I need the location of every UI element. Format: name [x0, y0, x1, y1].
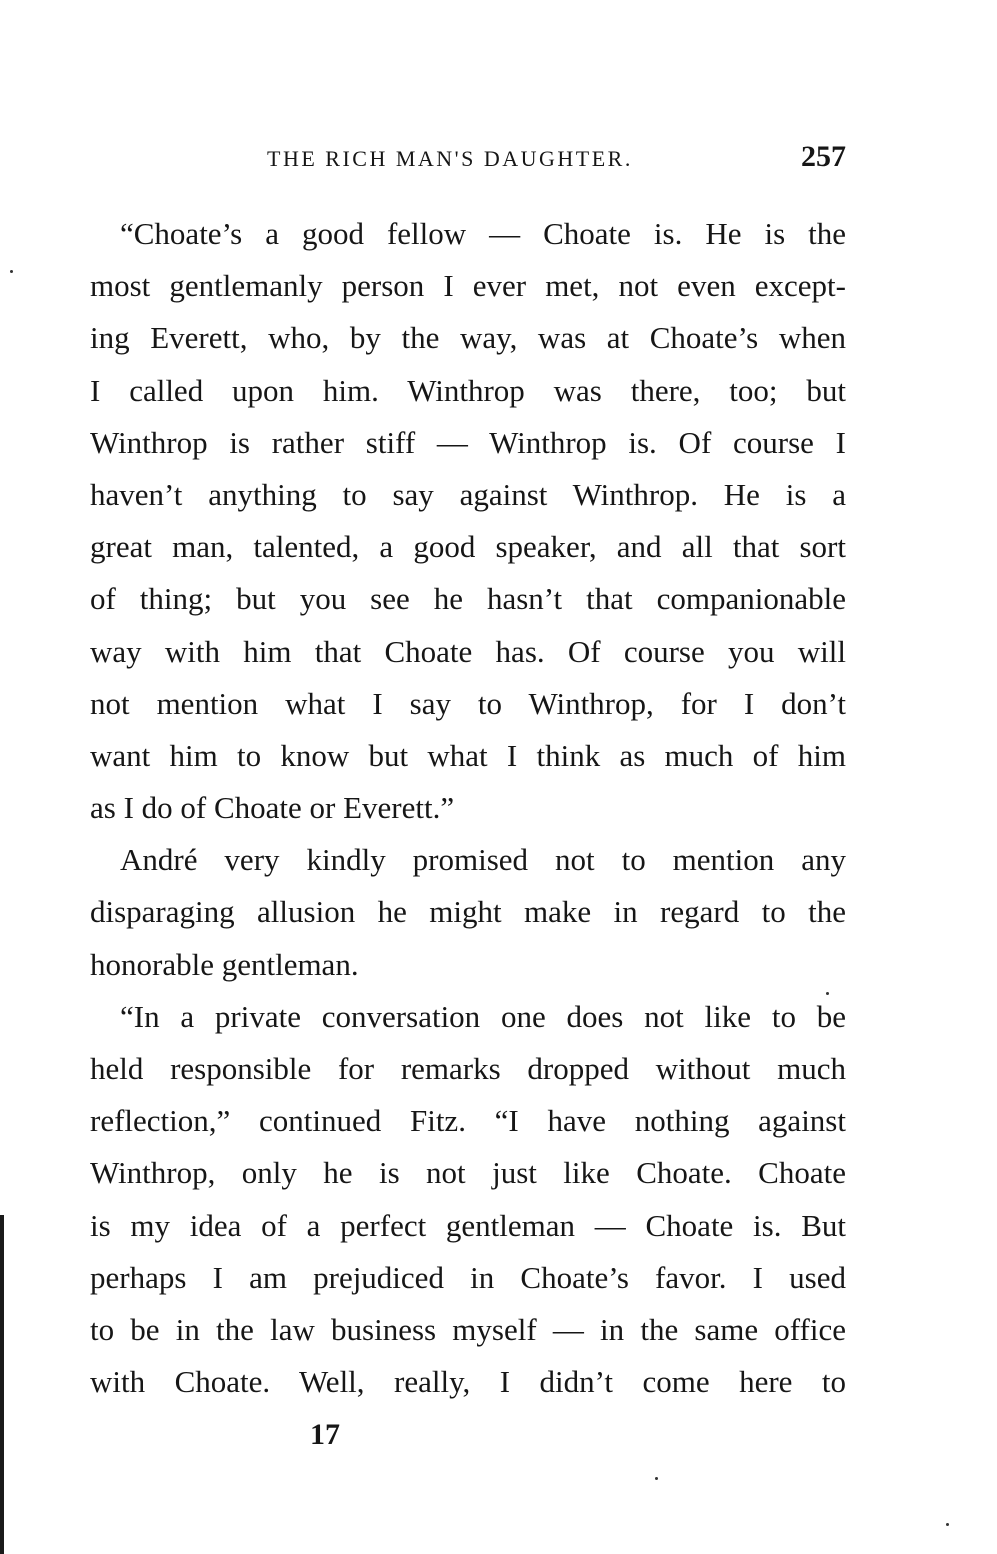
text-line: most gentlemanly person I ever met, not even except- — [90, 268, 846, 304]
text-line: great man, talented, a good speaker, and all that sort — [90, 529, 846, 565]
body-text — [90, 208, 846, 1408]
text-line: Winthrop is rather stiff — Winthrop is. Of course I — [90, 424, 846, 460]
text-line: ing Everett, who, by the way, was at Choate’s when — [90, 320, 846, 356]
text-line: André very kindly promised not to mention any — [120, 842, 846, 878]
text-line: honorable gentleman. — [90, 946, 359, 982]
text-line: of thing; but you see he hasn’t that companionable — [90, 581, 846, 617]
text-line: to be in the law business myself — in the same office — [90, 1311, 846, 1347]
text-line: haven’t anything to say against Winthrop. He is a — [90, 476, 846, 512]
text-line: disparaging allusion he might make in regard to the — [90, 894, 846, 930]
text-line: is my idea of a perfect gentleman — Choate is. But — [90, 1207, 846, 1243]
page-number: 257 — [801, 140, 846, 173]
text-line: want him to know but what I think as much of him — [90, 737, 846, 773]
text-line: reflection,” continued Fitz. “I have nothing against — [90, 1103, 846, 1139]
text-line: with Choate. Well, really, I didn’t come here to — [90, 1364, 846, 1400]
text-line: not mention what I say to Winthrop, for I don’t — [90, 685, 846, 721]
signature-mark: 17 — [310, 1418, 340, 1451]
scan-speck — [946, 1523, 949, 1526]
running-head — [90, 140, 846, 180]
scan-speck — [10, 270, 13, 273]
text-line: held responsible for remarks dropped without much — [90, 1051, 846, 1086]
text-line: way with him that Choate has. Of course you will — [90, 633, 846, 669]
scan-edge-shadow — [0, 1215, 4, 1554]
text-line: Winthrop, only he is not just like Choate. Choate — [90, 1155, 846, 1191]
scan-speck — [826, 992, 829, 995]
text-line: as I do of Choate or Everett.” — [90, 790, 455, 826]
text-line: “Choate’s a good fellow — Choate is. He is the — [120, 216, 846, 251]
running-title: THE RICH MAN'S DAUGHTER. — [267, 146, 633, 171]
scan-speck — [655, 1477, 658, 1480]
text-line: “In a private conversation one does not like to be — [120, 998, 846, 1034]
text-line: I called upon him. Winthrop was there, too; but — [90, 372, 846, 408]
text-line: perhaps I am prejudiced in Choate’s favor. I used — [90, 1259, 846, 1295]
